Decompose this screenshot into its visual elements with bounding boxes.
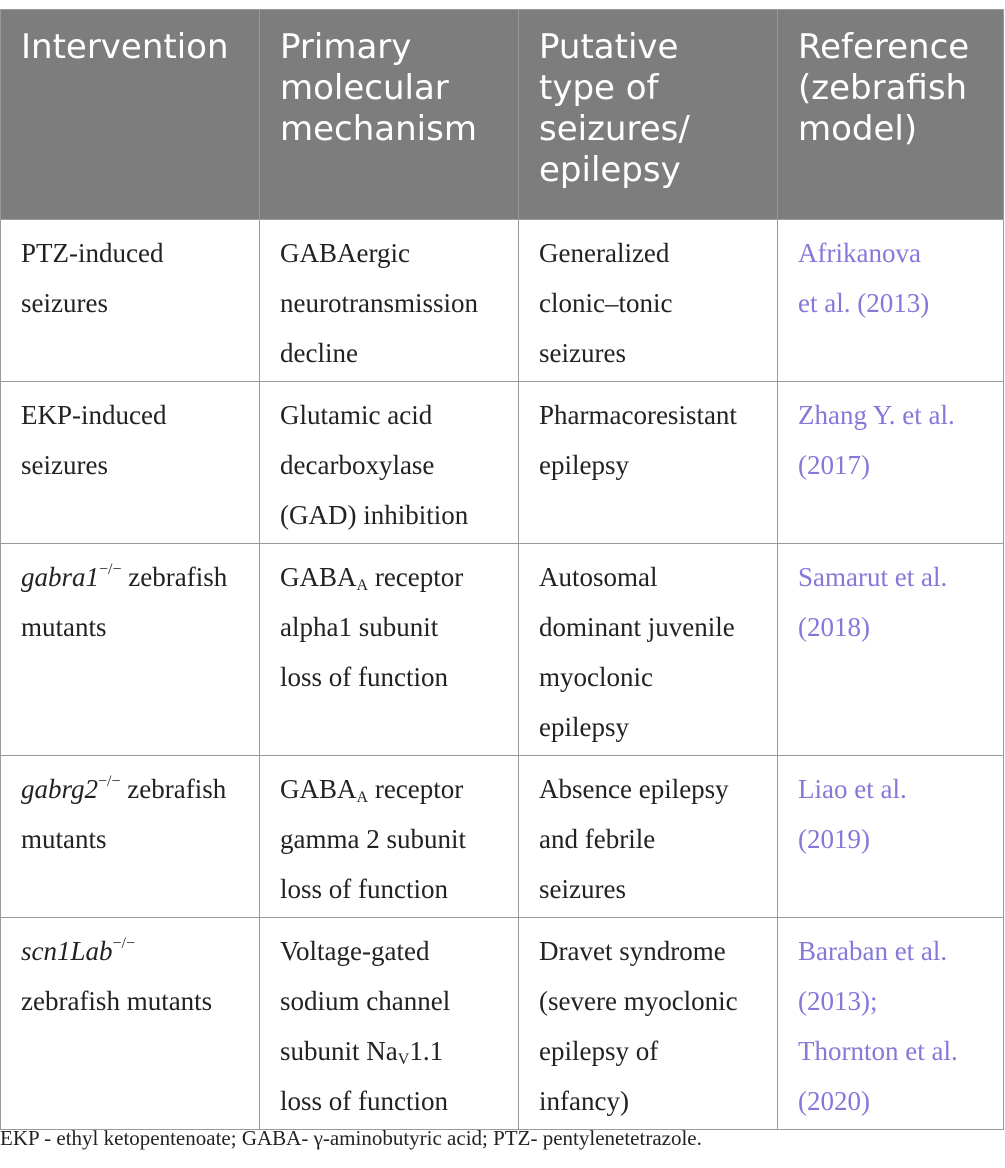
cell-text: zebrafish <box>121 562 228 592</box>
cell-line: decline <box>280 338 358 368</box>
reference-link[interactable]: (2018) <box>798 612 870 642</box>
cell-line: loss of function <box>280 662 448 692</box>
cell-line: Voltage-gated <box>280 936 430 966</box>
cell-mechanism <box>260 544 519 756</box>
cell-line: clonic–tonic <box>539 288 673 318</box>
table-body <box>1 220 1004 1130</box>
header-line: molecular <box>280 68 449 108</box>
cell-line: loss of function <box>280 1086 448 1116</box>
cell-line: mutants <box>21 612 107 642</box>
cell-line: Autosomal <box>539 562 658 592</box>
reference-link[interactable]: Baraban et al. <box>798 936 948 966</box>
header-line: mechanism <box>280 109 477 149</box>
cell-line: seizures <box>21 450 108 480</box>
cell-mechanism <box>260 382 519 544</box>
header-line: (zebrafish <box>798 68 968 108</box>
subscript: A <box>356 789 369 806</box>
table-row <box>1 918 1004 1130</box>
cell-reference <box>778 382 1004 544</box>
gene-name: gabra1 <box>21 562 100 592</box>
cell-intervention <box>1 756 260 918</box>
reference-link[interactable]: (2013); <box>798 986 878 1016</box>
gene-name: scn1Lab <box>21 936 113 966</box>
cell-seizure-type <box>519 756 778 918</box>
cell-line: Absence epilepsy <box>539 774 729 804</box>
cell-line: epilepsy <box>539 450 629 480</box>
table-row <box>1 756 1004 918</box>
cell-line <box>21 926 251 976</box>
cell-reference <box>778 918 1004 1130</box>
cell-reference <box>778 544 1004 756</box>
table-row <box>1 220 1004 382</box>
cell-line: epilepsy <box>539 712 629 742</box>
data-table <box>0 9 1004 1130</box>
superscript: −/− <box>98 773 121 790</box>
header-line: Putative <box>539 27 679 67</box>
header-line: seizures/ <box>539 109 690 149</box>
cell-seizure-type <box>519 382 778 544</box>
cell-line: seizures <box>539 338 626 368</box>
reference-link[interactable]: Afrikanova <box>798 238 921 268</box>
reference-link[interactable]: (2020) <box>798 1086 870 1116</box>
cell-line: and febrile <box>539 824 656 854</box>
table-row <box>1 382 1004 544</box>
cell-line: neurotransmission <box>280 288 478 318</box>
cell-mechanism <box>260 220 519 382</box>
cell-line <box>21 764 251 814</box>
cell-line: decarboxylase <box>280 450 435 480</box>
cell-line: PTZ-induced <box>21 238 164 268</box>
cell-line: sodium channel <box>280 986 451 1016</box>
cell-intervention <box>1 918 260 1130</box>
header-line: model) <box>798 109 918 149</box>
header-seizure-type <box>519 10 778 220</box>
cell-line <box>280 764 510 814</box>
cell-text: GABA <box>280 562 357 592</box>
cell-text: 1.1 <box>409 1036 444 1066</box>
cell-text: subunit Na <box>280 1036 398 1066</box>
cell-mechanism <box>260 756 519 918</box>
cell-line: Dravet syndrome <box>539 936 726 966</box>
cell-line: mutants <box>21 824 107 854</box>
table-header <box>1 10 1004 220</box>
cell-seizure-type <box>519 220 778 382</box>
cell-text: GABA <box>280 774 357 804</box>
cell-line: (GAD) inhibition <box>280 500 469 530</box>
cell-reference <box>778 220 1004 382</box>
cell-line: Pharmacoresistant <box>539 400 737 430</box>
table-footnote: EKP - ethyl ketopentenoate; GABA- γ-aminobutyric acid; PTZ- pentylenetetrazole. <box>0 1126 702 1150</box>
cell-line: loss of function <box>280 874 448 904</box>
gene-name: gabrg2 <box>21 774 99 804</box>
table-row <box>1 544 1004 756</box>
cell-line: Glutamic acid <box>280 400 433 430</box>
reference-link[interactable]: (2017) <box>798 450 870 480</box>
header-intervention <box>1 10 260 220</box>
cell-text: receptor <box>368 774 464 804</box>
reference-link[interactable]: Thornton et al. <box>798 1036 958 1066</box>
cell-line <box>21 552 251 602</box>
header-mechanism <box>260 10 519 220</box>
cell-line: gamma 2 subunit <box>280 824 466 854</box>
reference-link[interactable]: (2019) <box>798 824 870 854</box>
cell-line: seizures <box>21 288 108 318</box>
cell-reference <box>778 756 1004 918</box>
reference-link[interactable]: et al. (2013) <box>798 288 930 318</box>
superscript: −/− <box>99 561 122 578</box>
header-line: epilepsy <box>539 150 681 190</box>
cell-text: zebrafish <box>120 774 227 804</box>
header-row <box>1 10 1004 220</box>
cell-line <box>280 552 510 602</box>
cell-seizure-type <box>519 544 778 756</box>
superscript: −/− <box>112 935 136 952</box>
header-line: Reference <box>798 27 970 67</box>
cell-line <box>280 1026 510 1076</box>
cell-text: receptor <box>368 562 464 592</box>
subscript: V <box>397 1051 410 1068</box>
cell-line: seizures <box>539 874 626 904</box>
cell-line: (severe myoclonic <box>539 986 738 1016</box>
cell-line: infancy) <box>539 1086 629 1116</box>
cell-seizure-type <box>519 918 778 1130</box>
reference-link[interactable]: Liao et al. <box>798 774 907 804</box>
cell-intervention <box>1 382 260 544</box>
cell-line: EKP-induced <box>21 400 167 430</box>
cell-mechanism <box>260 918 519 1130</box>
cell-line: GABAergic <box>280 238 410 268</box>
cell-intervention <box>1 220 260 382</box>
cell-line: epilepsy of <box>539 1036 659 1066</box>
cell-line: myoclonic <box>539 662 653 692</box>
cell-line: dominant juvenile <box>539 612 735 642</box>
cell-intervention <box>1 544 260 756</box>
cell-line: zebrafish mutants <box>21 986 213 1016</box>
reference-link[interactable]: Samarut et al. <box>798 562 948 592</box>
reference-link[interactable]: Zhang Y. et al. <box>798 400 955 430</box>
header-line: type of <box>539 68 659 108</box>
subscript: A <box>356 577 369 594</box>
header-line: Primary <box>280 27 412 67</box>
cell-line: alpha1 subunit <box>280 612 439 642</box>
cell-line: Generalized <box>539 238 670 268</box>
header-reference <box>778 10 1004 220</box>
header-line: Intervention <box>21 27 229 67</box>
